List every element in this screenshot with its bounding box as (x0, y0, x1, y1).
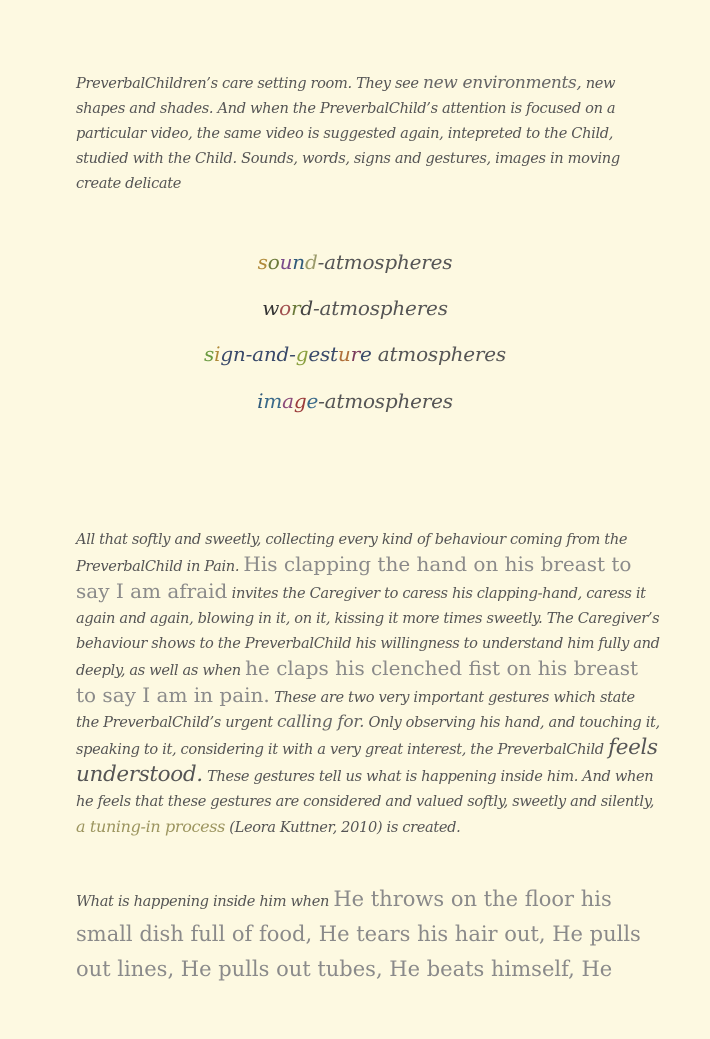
letter: e (306, 389, 319, 413)
word-atmospheres (0, 296, 710, 320)
letter: r (350, 342, 360, 366)
calling-for-phrase: calling for. (277, 712, 365, 732)
atmospheres-suffix: -atmospheres (312, 296, 448, 320)
letter: d (300, 296, 313, 320)
sign-and-gesture-atmospheres (0, 342, 710, 366)
letter: i (257, 389, 264, 413)
letter: w (262, 296, 280, 320)
letter-group: gn-and- (220, 342, 296, 366)
closing-text: What is happening inside him when (76, 893, 334, 910)
closing-paragraph (76, 883, 656, 988)
feels-understood-phrase: feels understood. (76, 735, 658, 787)
emphasis-phrase: he claps his clenched fist on his breast to say I am in pain. (76, 656, 639, 707)
letter: a (282, 389, 294, 413)
letter-group: est (308, 342, 338, 366)
letter: n (292, 250, 305, 274)
body-text: invites the Caregiver to caress his clapping-hand, caress it again and again, blowing in it, on it, kissing it more times sweetly. The Caregiver’s behaviour shows to the PreverbalChild his willingness to understand him fully and deeply, as well as when (76, 585, 660, 679)
letter: i (214, 342, 221, 366)
atmospheres-suffix: -atmospheres (317, 250, 453, 274)
body-text: These are two very important gestures which state the PreverbalChild’s urgent (76, 689, 635, 731)
letter: g (293, 389, 307, 413)
new-environments-phrase: new environments, (422, 73, 582, 93)
body-text: These gestures tell us what is happening inside him. And when he feels that these gestures are considered and valued softly, sweetly and silently, (76, 768, 654, 810)
letter: r (291, 296, 301, 320)
letter: u (279, 250, 293, 274)
atmospheres-suffix: -atmospheres (318, 389, 453, 413)
atmospheres-suffix: atmospheres (371, 342, 506, 366)
intro-text-2: new shapes and shades. And when the PreverbalChild’s attention is focused on a particular video, the same video is suggested again, intepreted to the Child, studied with the Child. Sounds, words, signs and gestures, images in moving create delicate (76, 75, 620, 192)
letter: o (279, 296, 291, 320)
letter: s (257, 250, 268, 274)
body-text: (Leora Kuttner, 2010) is created. (224, 819, 461, 836)
sound-atmospheres (0, 250, 710, 274)
letter: e (359, 342, 372, 366)
letter: g (295, 342, 309, 366)
body-text: Only observing his hand, and touching it, speaking to it, considering it with a very great interest, the PreverbalChild (76, 714, 660, 758)
body-paragraph (76, 527, 661, 840)
letter: u (337, 342, 351, 366)
intro-text-1: PreverbalChildren’s care setting room. They see (76, 75, 423, 92)
emphasis-phrase: He throws on the floor his small dish full of food, He tears his hair out, He pulls out lines, He pulls out tubes, He beats himself, He (76, 887, 641, 981)
intro-paragraph (76, 71, 656, 196)
tuning-in-phrase: a tuning-in process (76, 817, 225, 836)
letter: s (204, 342, 215, 366)
letter: d (304, 250, 318, 274)
letter: o (267, 250, 280, 274)
letter: m (263, 389, 283, 413)
body-text: All that softly and sweetly, collecting every kind of behaviour coming from the PreverbalChild in Pain. (76, 531, 628, 575)
image-atmospheres (0, 389, 710, 413)
emphasis-phrase: His clapping the hand on his breast to say I am afraid (76, 552, 632, 603)
